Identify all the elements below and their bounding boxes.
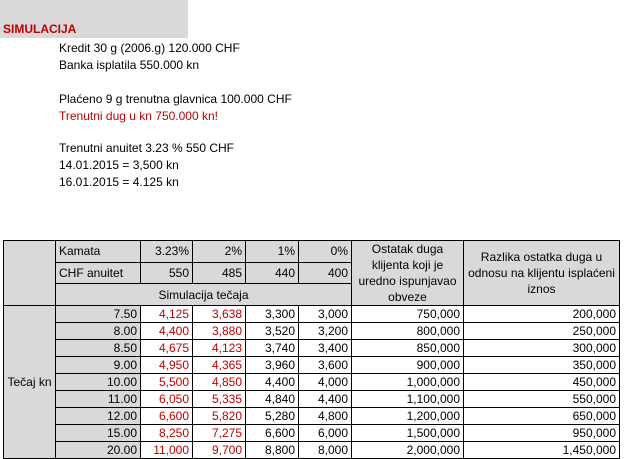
annuity-kn-cell: 4,400 xyxy=(246,374,299,391)
table-row xyxy=(4,306,620,323)
annuity-kn-cell: 5,280 xyxy=(246,408,299,425)
annuity-kn-cell: 5,820 xyxy=(193,408,246,425)
table-row xyxy=(4,357,620,374)
annuity-kn-cell: 3,638 xyxy=(193,306,246,323)
table-row xyxy=(4,323,620,340)
exchange-rate-cell: 11.00 xyxy=(56,391,141,408)
note-paid-principal: Plaćeno 9 g trenutna glavnica 100.000 CHF xyxy=(59,92,292,106)
exchange-rate-cell: 10.00 xyxy=(56,374,141,391)
sheet-title: SIMULACIJA xyxy=(3,22,77,36)
rate-cell: 3.23% xyxy=(141,241,193,263)
annuity-kn-cell: 3,520 xyxy=(246,323,299,340)
exchange-rate-cell: 9.00 xyxy=(56,357,141,374)
table-row xyxy=(4,408,620,425)
exchange-rate-cell: 15.00 xyxy=(56,425,141,442)
difference-cell: 950,000 xyxy=(464,425,620,442)
annuity-cell: 485 xyxy=(193,262,246,284)
difference-cell: 550,000 xyxy=(464,391,620,408)
annuity-cell: 440 xyxy=(246,262,299,284)
difference-cell: 350,000 xyxy=(464,357,620,374)
exchange-rate-cell: 7.50 xyxy=(56,306,141,323)
col-header-razlika: Razlika ostatka duga u odnosu na klijentu isplaćeni iznos xyxy=(464,241,620,306)
simulation-table xyxy=(3,240,620,459)
annuity-kn-cell: 4,125 xyxy=(141,306,193,323)
annuity-kn-cell: 3,600 xyxy=(299,357,352,374)
annuity-kn-cell: 11,000 xyxy=(141,442,193,459)
annuity-kn-cell: 6,000 xyxy=(299,425,352,442)
remaining-debt-cell: 1,100,000 xyxy=(352,391,464,408)
annuity-kn-cell: 4,800 xyxy=(299,408,352,425)
annuity-kn-cell: 3,400 xyxy=(299,340,352,357)
annuity-kn-cell: 4,850 xyxy=(193,374,246,391)
annuity-kn-cell: 3,200 xyxy=(299,323,352,340)
kamata-label: Kamata xyxy=(56,241,141,263)
table-row xyxy=(4,374,620,391)
annuity-kn-cell: 4,840 xyxy=(246,391,299,408)
exchange-rate-cell: 12.00 xyxy=(56,408,141,425)
annuity-kn-cell: 9,700 xyxy=(193,442,246,459)
row-group-label: Tečaj kn xyxy=(4,306,56,459)
remaining-debt-cell: 1,000,000 xyxy=(352,374,464,391)
difference-cell: 300,000 xyxy=(464,340,620,357)
annuity-kn-cell: 7,275 xyxy=(193,425,246,442)
note-rate-date-2: 16.01.2015 = 4.125 kn xyxy=(59,175,179,189)
annuity-kn-cell: 4,123 xyxy=(193,340,246,357)
exchange-rate-cell: 20.00 xyxy=(56,442,141,459)
annuity-cell: 550 xyxy=(141,262,193,284)
rate-cell: 0% xyxy=(299,241,352,263)
remaining-debt-cell: 2,000,000 xyxy=(352,442,464,459)
remaining-debt-cell: 850,000 xyxy=(352,340,464,357)
difference-cell: 1,450,000 xyxy=(464,442,620,459)
annuity-kn-cell: 8,250 xyxy=(141,425,193,442)
annuity-kn-cell: 6,050 xyxy=(141,391,193,408)
annuity-kn-cell: 8,800 xyxy=(246,442,299,459)
annuity-kn-cell: 6,600 xyxy=(246,425,299,442)
note-credit: Kredit 30 g (2006.g) 120.000 CHF xyxy=(59,41,240,55)
anuitet-label: CHF anuitet xyxy=(56,262,141,284)
annuity-kn-cell: 4,675 xyxy=(141,340,193,357)
annuity-kn-cell: 3,880 xyxy=(193,323,246,340)
annuity-kn-cell: 6,600 xyxy=(141,408,193,425)
col-header-ostatak: Ostatak duga klijenta koji je uredno ispunjavao obveze xyxy=(352,241,464,306)
corner-cell xyxy=(4,241,56,306)
remaining-debt-cell: 1,200,000 xyxy=(352,408,464,425)
simulation-label: Simulacija tečaja xyxy=(56,284,352,306)
annuity-kn-cell: 5,335 xyxy=(193,391,246,408)
difference-cell: 250,000 xyxy=(464,323,620,340)
difference-cell: 200,000 xyxy=(464,306,620,323)
rate-cell: 2% xyxy=(193,241,246,263)
annuity-kn-cell: 4,365 xyxy=(193,357,246,374)
note-current-annuity: Trenutni anuitet 3.23 % 550 CHF xyxy=(59,141,234,155)
remaining-debt-cell: 750,000 xyxy=(352,306,464,323)
table-row xyxy=(4,391,620,408)
exchange-rate-cell: 8.50 xyxy=(56,340,141,357)
annuity-kn-cell: 4,400 xyxy=(141,323,193,340)
table-row xyxy=(4,442,620,459)
annuity-kn-cell: 4,000 xyxy=(299,374,352,391)
table-row xyxy=(4,425,620,442)
note-current-debt: Trenutni dug u kn 750.000 kn! xyxy=(59,109,218,123)
annuity-cell: 400 xyxy=(299,262,352,284)
difference-cell: 650,000 xyxy=(464,408,620,425)
annuity-kn-cell: 3,960 xyxy=(246,357,299,374)
remaining-debt-cell: 900,000 xyxy=(352,357,464,374)
annuity-kn-cell: 4,950 xyxy=(141,357,193,374)
table-row xyxy=(4,340,620,357)
remaining-debt-cell: 800,000 xyxy=(352,323,464,340)
remaining-debt-cell: 1,500,000 xyxy=(352,425,464,442)
annuity-kn-cell: 8,000 xyxy=(299,442,352,459)
difference-cell: 450,000 xyxy=(464,374,620,391)
annuity-kn-cell: 4,400 xyxy=(299,391,352,408)
note-bank-paid: Banka isplatila 550.000 kn xyxy=(59,58,200,72)
annuity-kn-cell: 3,000 xyxy=(299,306,352,323)
annuity-kn-cell: 5,500 xyxy=(141,374,193,391)
note-rate-date-1: 14.01.2015 = 3,500 kn xyxy=(59,158,179,172)
annuity-kn-cell: 3,300 xyxy=(246,306,299,323)
annuity-kn-cell: 3,740 xyxy=(246,340,299,357)
rate-cell: 1% xyxy=(246,241,299,263)
exchange-rate-cell: 8.00 xyxy=(56,323,141,340)
